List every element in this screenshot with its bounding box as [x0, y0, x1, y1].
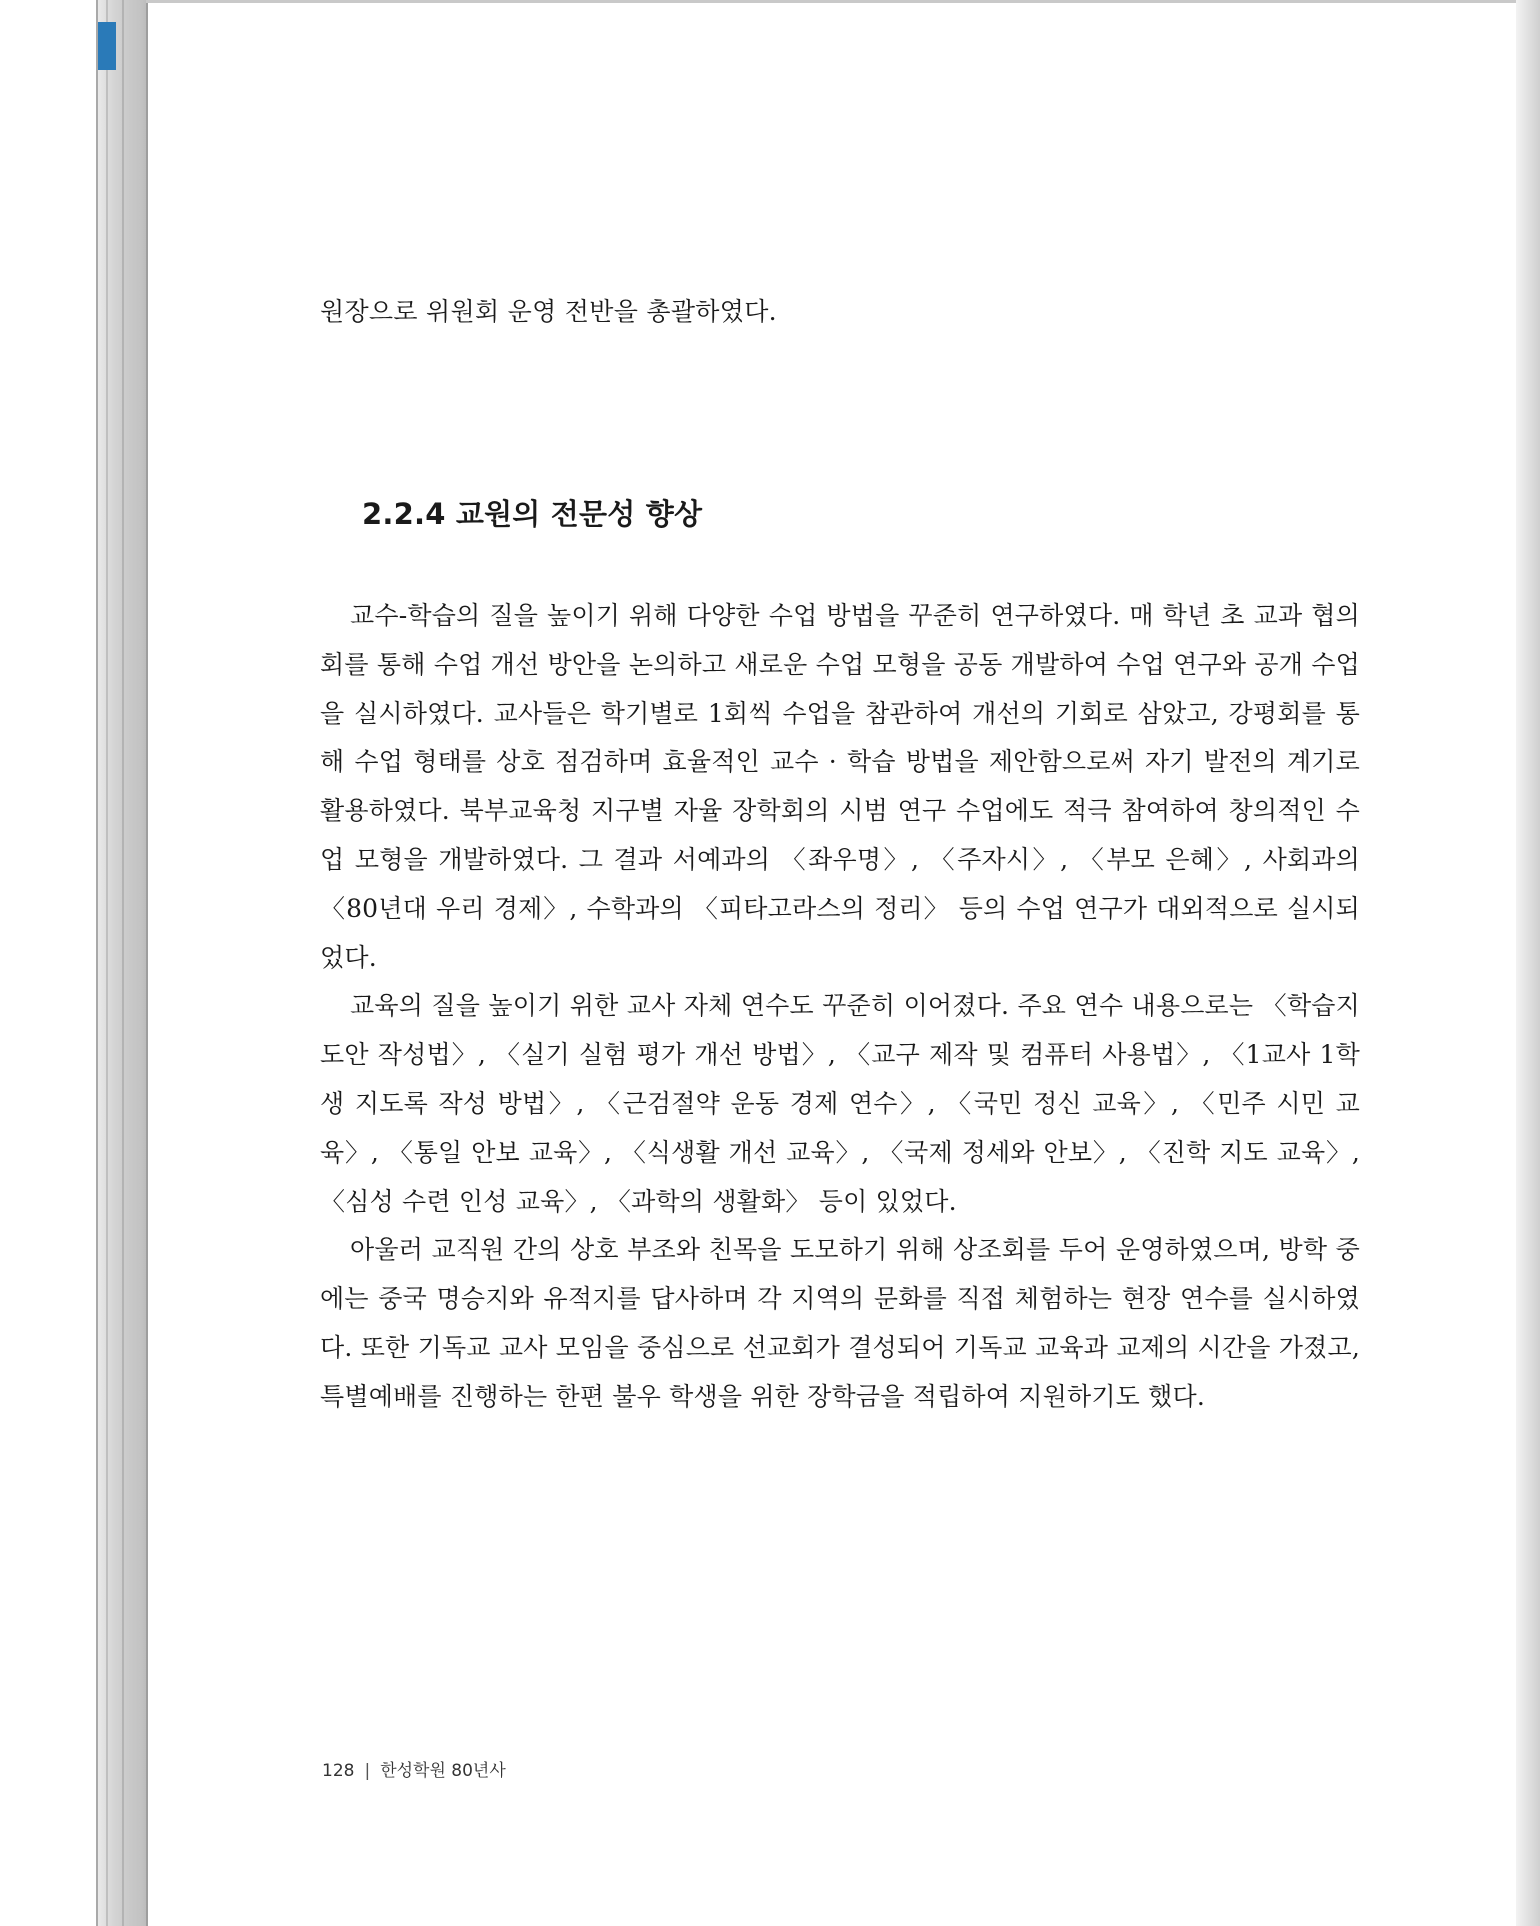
paragraph-1: 교수-학습의 질을 높이기 위해 다양한 수업 방법을 꾸준히 연구하였다. 매 학년 초 교과 협의회를 통해 수업 개선 방안을 논의하고 새로운 수업 모형을 공동 개발하여 수업 연구와 공개 수업을 실시하였다. 교사들은 학기별로 1회씩 수업을 참관하여 개선의 기회로 삼았고, 강평회를 통해 수업 형태를 상호 점검하며 효율적인 교수 · 학습 방법을 제안함으로써 자기 발전의 계기로 활용하였다. 북부교육청 지구별 자율 장학회의 시범 연구 수업에도 적극 참여하여 창의적인 수업 모형을 개발하였다. 그 결과 서예과의 〈좌우명〉, 〈주자시〉, 〈부모 은혜〉, 사회과의 〈80년대 우리 경제〉, 수학과의 〈피타고라스의 정리〉 등의 수업 연구가 대외적으로 실시되었다. — [320, 601, 1360, 972]
body-text — [320, 592, 1360, 1422]
footer-separator: | — [364, 1761, 371, 1781]
section-heading: 2.2.4 교원의 전문성 향상 — [362, 497, 703, 531]
page-footer — [322, 1756, 506, 1781]
page-top-edge — [146, 0, 1520, 3]
paragraph-3: 아울러 교직원 간의 상호 부조와 친목을 도모하기 위해 상조회를 두어 운영하였으며, 방학 중에는 중국 명승지와 유적지를 답사하며 각 지역의 문화를 직접 체험하는 현장 연수를 실시하였다. 또한 기독교 교사 모임을 중심으로 선교회가 결성되어 기독교 교육과 교제의 시간을 가졌고, 특별예배를 진행하는 한편 불우 학생을 위한 장학금을 적립하여 지원하기도 했다. — [320, 1235, 1360, 1411]
paragraph-2: 교육의 질을 높이기 위한 교사 자체 연수도 꾸준히 이어졌다. 주요 연수 내용으로는 〈학습지도안 작성법〉, 〈실기 실험 평가 개선 방법〉, 〈교구 제작 및 컴퓨터 사용법〉, 〈1교사 1학생 지도록 작성 방법〉, 〈근검절약 운동 경제 연수〉, 〈국민 정신 교육〉, 〈민주 시민 교육〉, 〈통일 안보 교육〉, 〈식생활 개선 교육〉, 〈국제 정세와 안보〉, 〈진학 지도 교육〉, 〈심성 수련 인성 교육〉, 〈과학의 생활화〉 등이 있었다. — [320, 991, 1360, 1216]
blue-index-tab — [98, 22, 116, 70]
book-page-stack — [96, 0, 152, 1926]
lead-line: 원장으로 위원회 운영 전반을 총괄하였다. — [320, 297, 777, 326]
book-title: 한성학원 80년사 — [380, 1761, 506, 1781]
page-number: 128 — [322, 1761, 355, 1781]
page-right-shadow — [1516, 0, 1540, 1926]
